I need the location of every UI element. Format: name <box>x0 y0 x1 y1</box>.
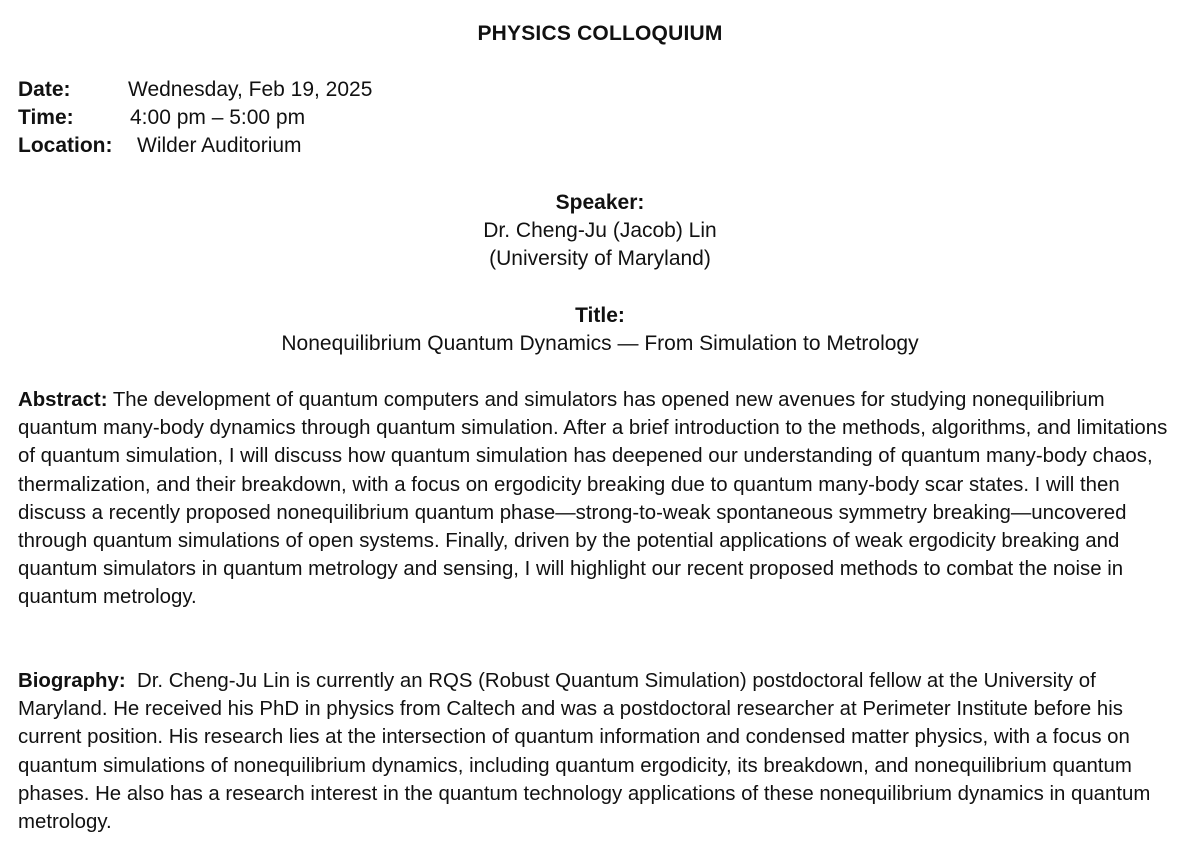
talk-title-section <box>0 302 1200 358</box>
speaker-label: Speaker: <box>555 191 645 214</box>
event-details <box>18 76 372 160</box>
talk-title: Nonequilibrium Quantum Dynamics — From Simulation to Metrology <box>281 332 919 355</box>
speaker-section <box>0 189 1200 273</box>
abstract-label: Abstract: <box>18 389 108 411</box>
abstract-text: The development of quantum computers and simulators has opened new avenues for studying nonequilibrium quantum many-body dynamics through quantum simulation. After a brief introduction to the methods, algorithms, and limitations of quantum simulation, I will discuss how quantum simulation has deepened our understanding of quantum many-body chaos, thermalization, and their breakdown, with a focus on ergodicity breaking due to quantum many-body scar states. I will then discuss a recently proposed nonequilibrium quantum phase—strong-to-weak spontaneous symmetry breaking—uncovered through quantum simulations of open systems. Finally, driven by the potential applications of weak ergodicity breaking and quantum simulators in quantum metrology and sensing, I will highlight our recent proposed methods to combat the noise in quantum metrology. <box>18 389 1168 609</box>
talk-title-label: Title: <box>575 304 625 327</box>
biography-paragraph <box>18 667 1186 836</box>
location-label: Location: <box>18 134 113 157</box>
date-label: Date: <box>18 78 71 101</box>
speaker-affiliation: (University of Maryland) <box>489 247 711 270</box>
time-value: 4:00 pm – 5:00 pm <box>130 106 306 129</box>
abstract-paragraph <box>18 386 1186 612</box>
time-row <box>18 104 372 132</box>
location-value: Wilder Auditorium <box>137 134 302 157</box>
speaker-name: Dr. Cheng-Ju (Jacob) Lin <box>483 219 717 242</box>
page-title: PHYSICS COLLOQUIUM <box>477 22 723 45</box>
biography-label: Biography: <box>18 670 126 692</box>
location-row <box>18 132 372 160</box>
biography-text: Dr. Cheng-Ju Lin is currently an RQS (Robust Quantum Simulation) postdoctoral fellow at the University of Maryland. He received his PhD in physics from Caltech and was a postdoctoral researcher at Perimeter Institute before his current position. His research lies at the intersection of quantum information and condensed matter physics, with a focus on quantum simulations of nonequilibrium dynamics, including quantum ergodicity, its breakdown, and nonequilibrium quantum phases. He also has a research interest in the quantum technology applications of these nonequilibrium dynamics in quantum metrology. <box>18 670 1151 834</box>
time-label: Time: <box>18 106 74 129</box>
date-row <box>18 76 372 104</box>
date-value: Wednesday, Feb 19, 2025 <box>128 78 373 101</box>
